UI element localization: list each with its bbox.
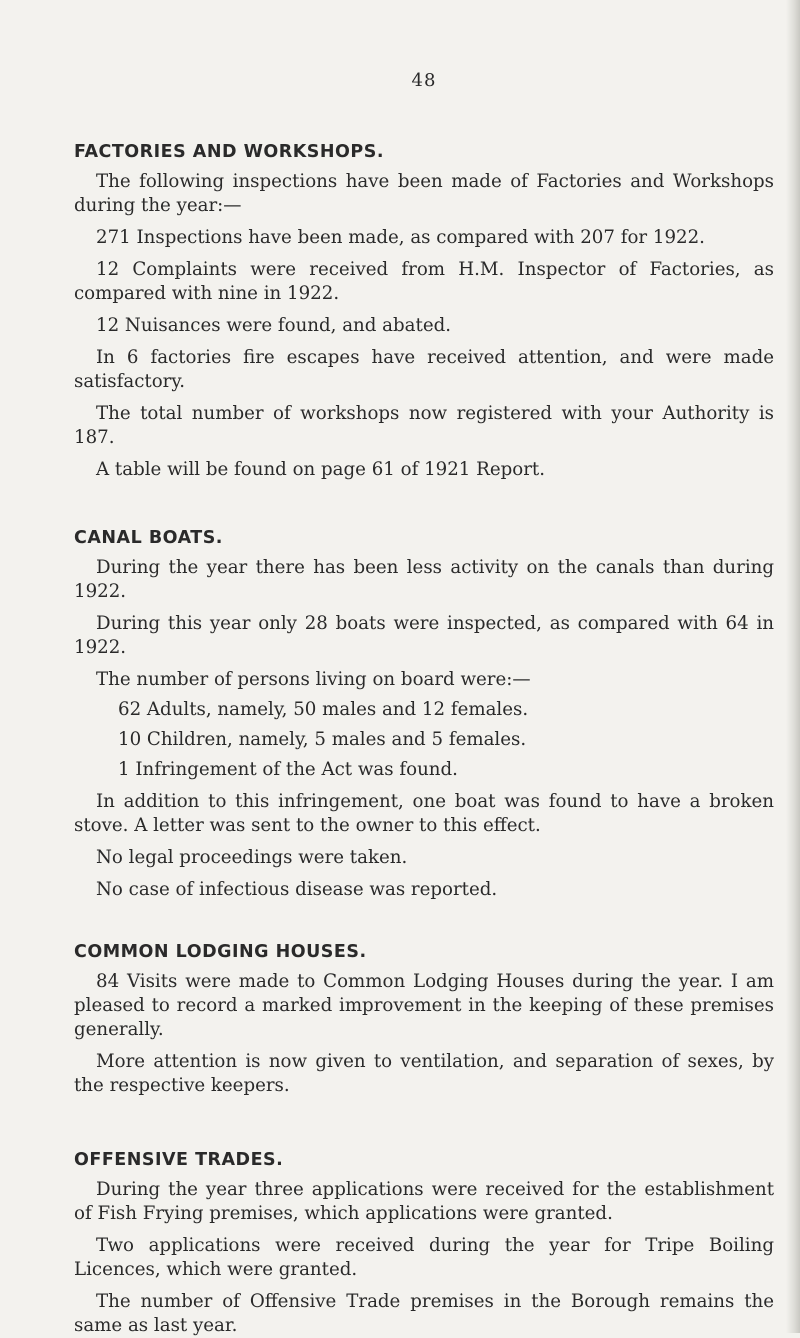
section-offensive-trades	[74, 1150, 774, 1338]
paragraph: A table will be found on page 61 of 1921 Report.	[96, 459, 545, 480]
list-item: 10 Children, namely, 5 males and 5 females.	[118, 729, 527, 750]
section-heading-common-lodging-houses: COMMON LODGING HOUSES.	[74, 942, 367, 962]
list-item: 62 Adults, namely, 50 males and 12 females.	[118, 699, 529, 720]
paragraph: During the year there has been less activity on the canals than during 1922.	[74, 557, 774, 602]
paragraph: The number of persons living on board were:—	[96, 669, 531, 690]
paragraph: During this year only 28 boats were inspected, as compared with 64 in 1922.	[74, 613, 774, 658]
paragraph: During the year three applications were received for the establishment of Fish Frying premises, which applications were granted.	[74, 1179, 774, 1224]
paragraph: No case of infectious disease was reported.	[96, 879, 498, 900]
list-item: 1 Infringement of the Act was found.	[118, 759, 458, 780]
section-canal-boats	[74, 528, 774, 902]
paragraph: No legal proceedings were taken.	[96, 847, 408, 868]
page-number: 48	[411, 70, 437, 91]
paragraph: Two applications were received during the year for Tripe Boiling Licences, which were granted.	[74, 1235, 774, 1280]
paragraph: The total number of workshops now registered with your Authority is 187.	[74, 403, 774, 448]
page-edge-shadow	[786, 0, 800, 1333]
section-heading-factories: FACTORIES AND WORKSHOPS.	[74, 142, 385, 162]
paragraph: The number of Offensive Trade premises in the Borough remains the same as last year.	[74, 1291, 774, 1336]
paragraph: 12 Complaints were received from H.M. Inspector of Factories, as compared with nine in 1922.	[74, 259, 774, 304]
paragraph: The following inspections have been made of Factories and Workshops during the year:—	[74, 171, 774, 216]
paragraph: 12 Nuisances were found, and abated.	[96, 315, 452, 336]
paragraph: In addition to this infringement, one boat was found to have a broken stove. A letter was sent to the owner to this effect.	[74, 791, 774, 836]
section-common-lodging-houses	[74, 942, 774, 1098]
paragraph: More attention is now given to ventilation, and separation of sexes, by the respective keepers.	[74, 1051, 774, 1096]
section-heading-offensive-trades: OFFENSIVE TRADES.	[74, 1150, 284, 1170]
section-factories-and-workshops	[74, 142, 774, 482]
paragraph: 271 Inspections have been made, as compared with 207 for 1922.	[96, 227, 705, 248]
paragraph: In 6 factories fire escapes have received attention, and were made satisfactory.	[74, 347, 774, 392]
paragraph: 84 Visits were made to Common Lodging Houses during the year. I am pleased to record a marked improvement in the keeping of these premises generally.	[74, 971, 774, 1040]
section-heading-canal-boats: CANAL BOATS.	[74, 528, 223, 548]
